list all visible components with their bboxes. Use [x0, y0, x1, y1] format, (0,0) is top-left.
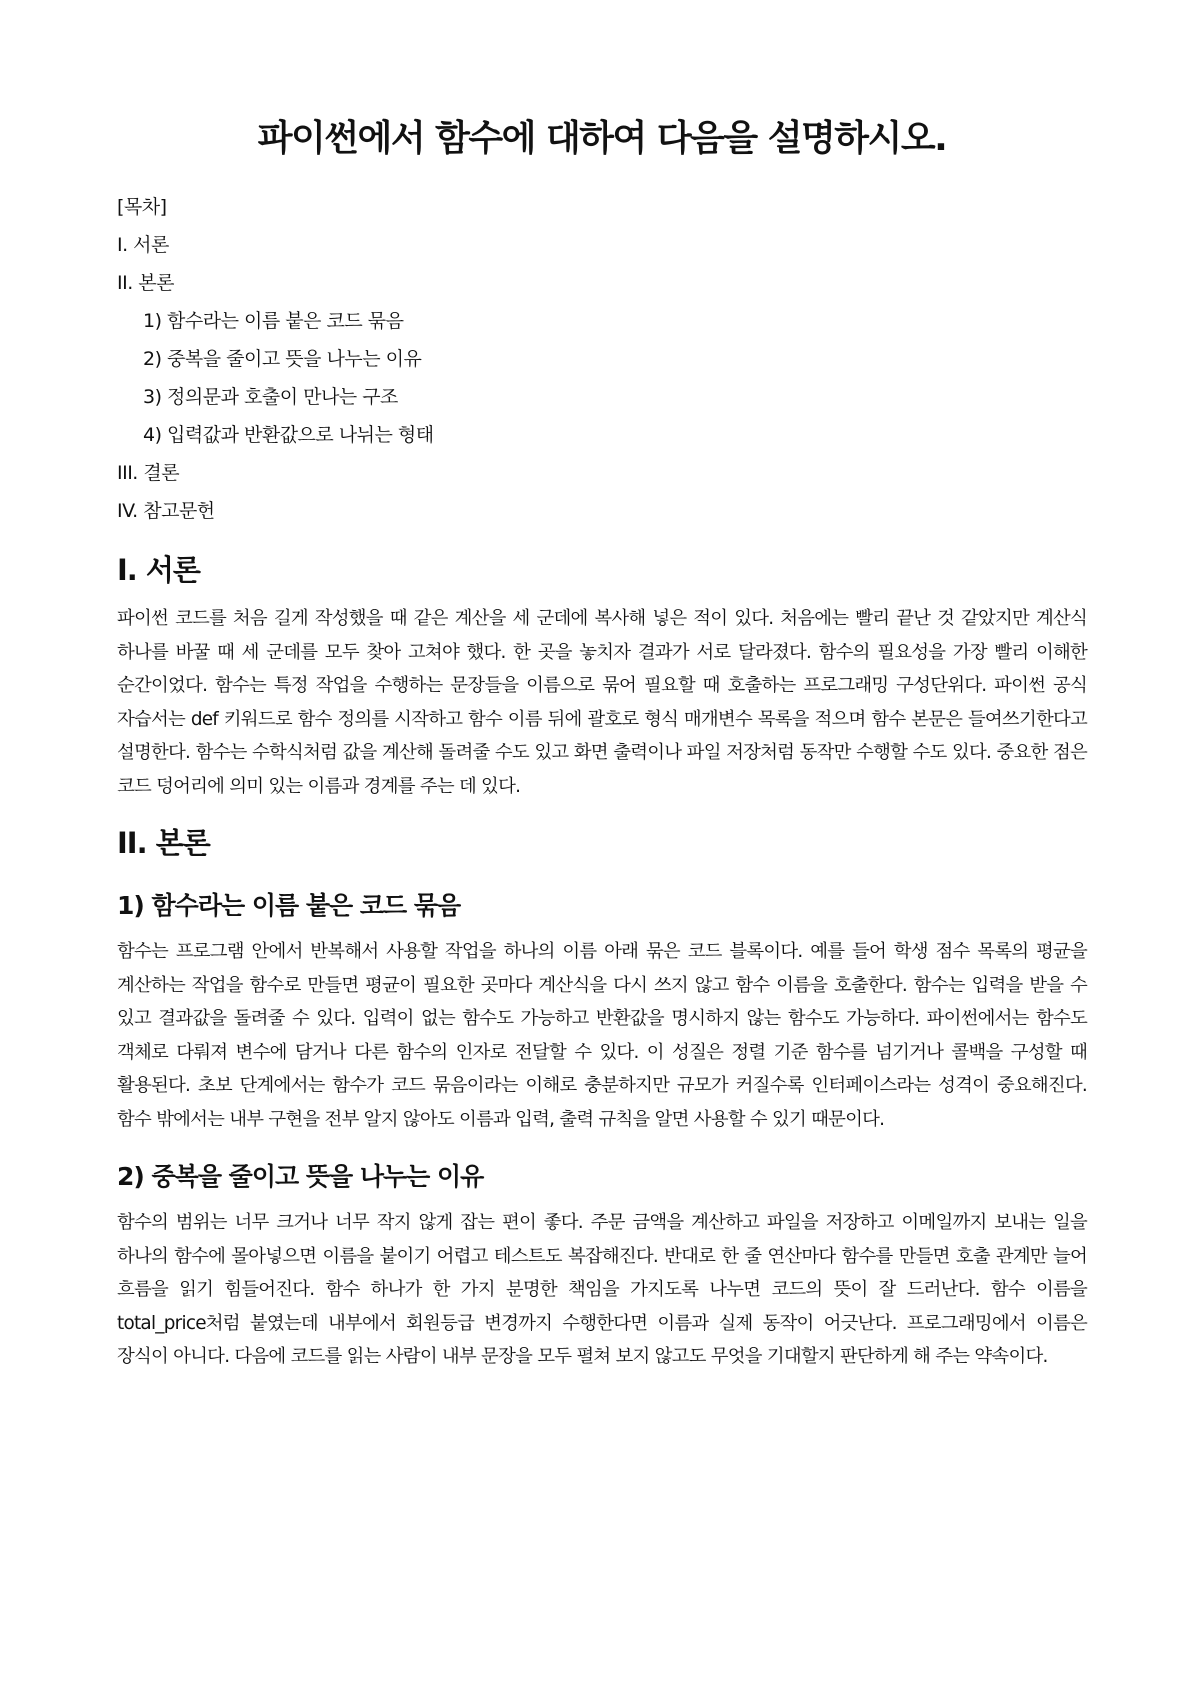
section-heading-intro: I. 서론 [117, 553, 200, 587]
section-paragraph-intro: 파이썬 코드를 처음 길게 작성했을 때 같은 계산을 세 군데에 복사해 넣은 적이 있다. 처음에는 빨리 끝난 것 같았지만 계산식 하나를 바꿀 때 세 군데를 모두 찾아 고쳐야 했다. 한 곳을 놓치자 결과가 서로 달라졌다. 함수의 필요성을 가장 빨리 이해한 순간이었다. 함수는 특정 작업을 수행하는 문장들을 이름으로 묶어 필요할 때 호출하는 프로그래밍 구성단위다. 파이썬 공식 자습서는 def 키워드로 함수 정의를 시작하고 함수 이름 뒤에 괄호로 형식 매개변수 목록을 적으며 함수 본문은 들여쓰기한다고 설명한다. 함수는 수학식처럼 값을 계산해 돌려줄 수도 있고 화면 출력이나 파일 저장처럼 동작만 수행할 수도 있다. 중요한 점은 코드 덩어리에 의미 있는 이름과 경계를 주는 데 있다. [117, 608, 1087, 797]
toc-heading: [목차] [117, 196, 167, 218]
subsection-heading-1: 1) 함수라는 이름 붙은 코드 묶음 [117, 891, 461, 920]
toc-item-body-4: 4) 입력값과 반환값으로 나뉘는 형태 [143, 424, 434, 446]
toc-item-body-2: 2) 중복을 줄이고 뜻을 나누는 이유 [143, 348, 422, 370]
table-of-contents [117, 188, 1087, 530]
toc-item-body-3: 3) 정의문과 호출이 만나는 구조 [143, 386, 398, 408]
subsection-paragraph-1: 함수는 프로그램 안에서 반복해서 사용할 작업을 하나의 이름 아래 묶은 코드 블록이다. 예를 들어 학생 점수 목록의 평균을 계산하는 작업을 함수로 만들면 평균이 필요한 곳마다 계산식을 다시 쓰지 않고 함수 이름을 호출한다. 함수는 입력을 받을 수 있고 결과값을 돌려줄 수 있다. 입력이 없는 함수도 가능하고 반환값을 명시하지 않는 함수도 가능하다. 파이썬에서는 함수도 객체로 다뤄져 변수에 담거나 다른 함수의 인자로 전달할 수 있다. 이 성질은 정렬 기준 함수를 넘기거나 콜백을 구성할 때 활용된다. 초보 단계에서는 함수가 코드 묶음이라는 이해로 충분하지만 규모가 커질수록 인터페이스라는 성격이 중요해진다. 함수 밖에서는 내부 구현을 전부 알지 않아도 이름과 입력, 출력 규칙을 알면 사용할 수 있기 때문이다. [117, 941, 1087, 1130]
subsection-heading-2: 2) 중복을 줄이고 뜻을 나누는 이유 [117, 1162, 484, 1191]
toc-item-body-1: 1) 함수라는 이름 붙은 코드 묶음 [143, 310, 404, 332]
toc-item-conclusion: III. 결론 [117, 462, 180, 484]
toc-item-references: IV. 참고문헌 [117, 500, 215, 522]
toc-item-body: II. 본론 [117, 272, 174, 294]
subsection-paragraph-2: 함수의 범위는 너무 크거나 너무 작지 않게 잡는 편이 좋다. 주문 금액을 계산하고 파일을 저장하고 이메일까지 보내는 일을 하나의 함수에 몰아넣으면 이름을 붙이기 어렵고 테스트도 복잡해진다. 반대로 한 줄 연산마다 함수를 만들면 호출 관계만 늘어 흐름을 읽기 힘들어진다. 함수 하나가 한 가지 분명한 책임을 가지도록 나누면 코드의 뜻이 잘 드러난다. 함수 이름을 total_price처럼 붙였는데 내부에서 회원등급 변경까지 수행한다면 이름과 실제 동작이 어긋난다. 프로그래밍에서 이름은 장식이 아니다. 다음에 코드를 읽는 사람이 내부 문장을 모두 펼쳐 보지 않고도 무엇을 기대할지 판단하게 해 주는 약속이다. [117, 1212, 1087, 1367]
toc-item-intro: I. 서론 [117, 234, 169, 256]
section-heading-body: II. 본론 [117, 826, 210, 860]
document-title: 파이썬에서 함수에 대하여 다음을 설명하시오. [257, 118, 947, 159]
